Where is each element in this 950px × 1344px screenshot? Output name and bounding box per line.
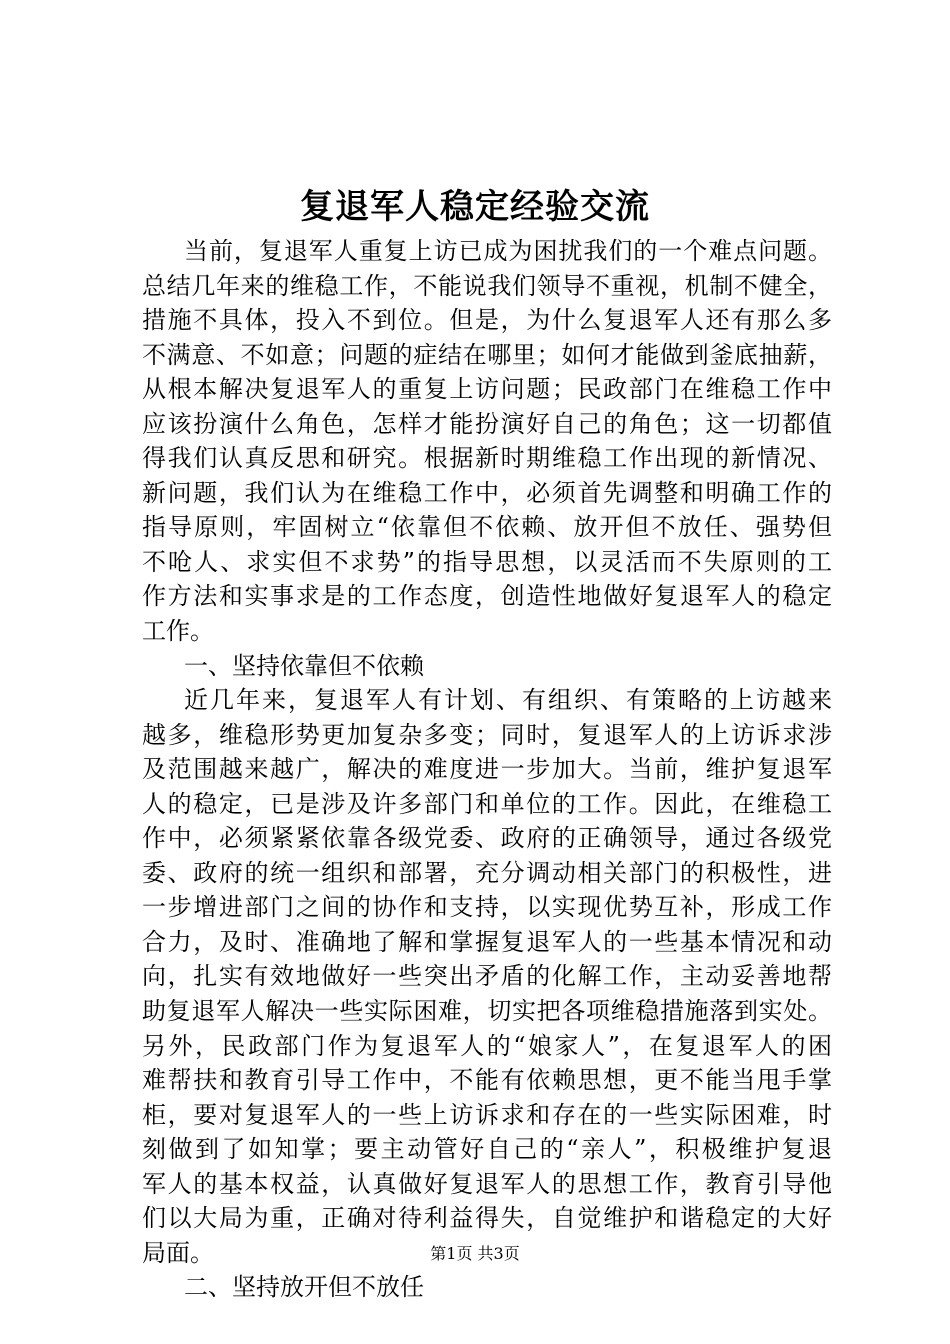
- body-line: 从根本解决复退军人的重复上访问题；民政部门在维稳工作中: [142, 375, 832, 404]
- body-line: 近几年来，复退军人有计划、有组织、有策略的上访越来: [184, 686, 832, 715]
- body-line: 一步增进部门之间的协作和支持，以实现优势互补，形成工作: [142, 893, 832, 922]
- body-line: 委、政府的统一组织和部署，充分调动相关部门的积极性，进: [142, 858, 832, 887]
- body-line: 作方法和实事求是的工作态度，创造性地做好复退军人的稳定: [142, 582, 832, 611]
- body-line: 军人的基本权益，认真做好复退军人的思想工作，教育引导他: [142, 1169, 832, 1198]
- body-line: 应该扮演什么角色，怎样才能扮演好自己的角色；这一切都值: [142, 409, 832, 438]
- body-line: 作中，必须紧紧依靠各级党委、政府的正确领导，通过各级党: [142, 824, 832, 853]
- body-line: 总结几年来的维稳工作，不能说我们领导不重视，机制不健全，: [142, 271, 832, 300]
- body-line: 措施不具体，投入不到位。但是，为什么复退军人还有那么多: [142, 306, 832, 335]
- body-line: 们以大局为重，正确对待利益得失，自觉维护和谐稳定的大好: [142, 1204, 832, 1233]
- body-line: 越多，维稳形势更加复杂多变；同时，复退军人的上访诉求涉: [142, 720, 832, 749]
- body-line: 向，扎实有效地做好一些突出矛盾的化解工作，主动妥善地帮: [142, 962, 832, 991]
- section-heading: 二、坚持放开但不放任: [184, 1273, 424, 1302]
- document-body: [142, 234, 832, 1305]
- body-line: 另外，民政部门作为复退军人的“娘家人”，在复退军人的困: [142, 1031, 832, 1060]
- body-line: 刻做到了如知掌；要主动管好自己的“亲人”，积极维护复退: [142, 1135, 832, 1164]
- body-line: 当前，复退军人重复上访已成为困扰我们的一个难点问题。: [184, 237, 832, 265]
- section-heading: 一、坚持依靠但不依赖: [184, 651, 424, 680]
- body-line: 指导原则，牢固树立“依靠但不依赖、放开但不放任、强势但: [142, 513, 832, 542]
- body-line: 人的稳定，已是涉及许多部门和单位的工作。因此，在维稳工: [142, 789, 832, 818]
- page-number-footer: 第1页 共3页: [430, 1244, 520, 1263]
- body-line: 得我们认真反思和研究。根据新时期维稳工作出现的新情况、: [142, 444, 832, 473]
- document-title: 复退军人稳定经验交流: [300, 187, 650, 227]
- body-line: 不呛人、求实但不求势”的指导思想，以灵活而不失原则的工: [142, 547, 832, 576]
- body-line: 柜，要对复退军人的一些上访诉求和存在的一些实际困难，时: [142, 1100, 832, 1129]
- body-line: 及范围越来越广，解决的难度进一步加大。当前，维护复退军: [142, 755, 832, 784]
- body-line: 难帮扶和教育引导工作中，不能有依赖思想，更不能当甩手掌: [142, 1066, 832, 1095]
- body-line: 合力，及时、准确地了解和掌握复退军人的一些基本情况和动: [142, 927, 832, 956]
- body-line: 助复退军人解决一些实际困难，切实把各项维稳措施落到实处。: [142, 997, 832, 1026]
- body-line: 局面。: [142, 1238, 214, 1267]
- body-line: 不满意、不如意；问题的症结在哪里；如何才能做到釜底抽薪，: [142, 340, 832, 369]
- body-line: 新问题，我们认为在维稳工作中，必须首先调整和明确工作的: [142, 478, 832, 507]
- body-line: 工作。: [142, 617, 214, 646]
